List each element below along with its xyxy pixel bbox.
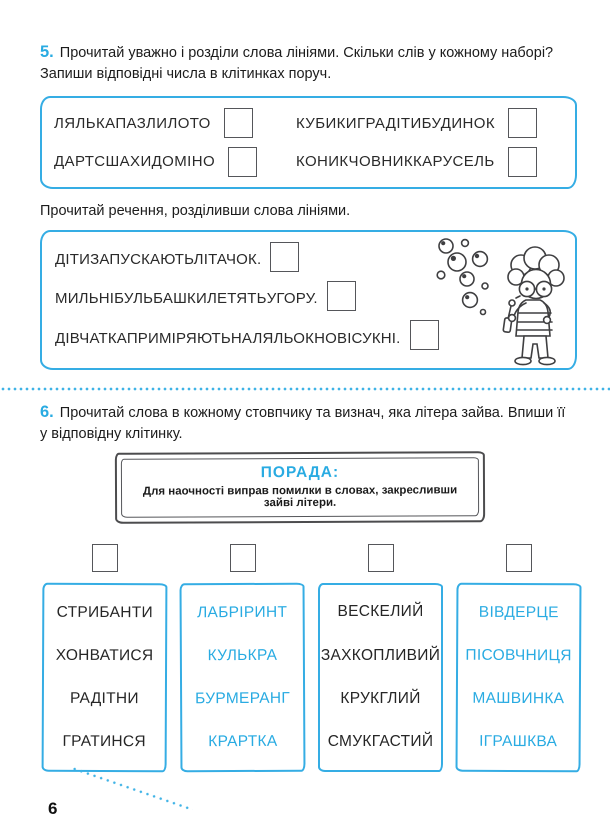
exercise5-subtask-instruction: Прочитай речення, розділивши слова лініями.: [40, 202, 351, 219]
word-set-text: КОНИКЧОВНИККАРУСЕЛЬ: [295, 153, 495, 171]
column-word: ХОНВАТИСЯ: [55, 646, 154, 664]
word-column-1: [42, 583, 168, 773]
column-word: ВІВДЕРЦЕ: [478, 603, 559, 621]
column-word: ЛАБРІРИНТ: [197, 603, 288, 621]
sentence-text: ДІТИЗАПУСКАЮТЬЛІТАЧОК.: [55, 251, 262, 269]
dotted-separator: [0, 387, 610, 391]
word-set-item: [54, 147, 296, 177]
tip-title: ПОРАДА:: [260, 463, 340, 481]
answer-cell: [318, 544, 443, 572]
word-columns: [42, 583, 575, 772]
answer-count-field[interactable]: [228, 147, 257, 177]
exercise6-instruction-text: Прочитай слова в кожному стовпчику та визнач, яка літера зайва. Впиши її у відповідну клітинку.: [40, 404, 566, 443]
column-word: КРАРТКА: [208, 733, 278, 751]
page-number: 6: [48, 798, 58, 818]
column-word: МАШВИНКА: [472, 689, 565, 708]
sentence-item: [55, 323, 575, 353]
extra-letter-answer-row: [42, 544, 575, 572]
exercise6-number: 6.: [40, 402, 54, 421]
answer-count-field[interactable]: [327, 281, 356, 311]
extra-letter-field[interactable]: [230, 544, 256, 572]
extra-letter-field[interactable]: [368, 544, 394, 572]
exercise6-instruction: [40, 400, 575, 446]
tip-box-inner: [121, 457, 479, 518]
word-set-text: ЛЯЛЬКАПАЗЛИЛОТО: [54, 114, 211, 132]
extra-letter-field[interactable]: [92, 544, 118, 572]
exercise5-instruction: [40, 40, 575, 86]
column-word: ЗАХКОПЛИВИЙ: [320, 646, 441, 664]
word-sets-box: [40, 96, 577, 189]
column-word: СТРИБАНТИ: [56, 603, 153, 621]
answer-count-field[interactable]: [508, 147, 537, 177]
answer-count-field[interactable]: [224, 108, 253, 138]
column-word: КРУКГЛИЙ: [340, 689, 421, 707]
word-column-3: [318, 583, 443, 772]
column-word: РАДІТНИ: [69, 689, 139, 708]
column-word: СМУКГАСТИЙ: [327, 733, 434, 751]
column-word: ІГРАШКВА: [479, 732, 558, 751]
answer-cell: [180, 544, 305, 572]
sentence-item: [55, 284, 575, 314]
word-set-text: КУБИКИГРАДІТИБУДИНОК: [295, 114, 495, 132]
sentence-text: ДІВЧАТКАПРИМІРЯЮТЬНАЛЯЛЬОКНОВІСУКНІ.: [55, 329, 401, 347]
answer-cell: [456, 544, 581, 572]
word-column-2: [180, 582, 306, 772]
column-word: ПІСОВЧНИЦЯ: [465, 646, 572, 664]
tip-text: Для наочності виправ помилки в словах, закресливши зайві літери.: [142, 484, 458, 509]
answer-count-field[interactable]: [410, 320, 439, 350]
answer-count-field[interactable]: [508, 108, 537, 138]
column-word: БУРМЕРАНГ: [195, 689, 291, 708]
extra-letter-field[interactable]: [506, 544, 532, 572]
answer-cell: [42, 544, 167, 572]
word-set-item: [296, 147, 567, 177]
word-column-4: [456, 582, 582, 772]
word-set-item: [296, 108, 567, 138]
column-word: КУЛЬКРА: [207, 646, 278, 664]
answer-count-field[interactable]: [270, 242, 299, 272]
tip-box: [115, 451, 485, 524]
sentences-box: [40, 230, 577, 370]
word-set-text: ДАРТСШАХИДОМІНО: [54, 153, 216, 171]
exercise5-number: 5.: [40, 43, 54, 61]
column-word: ВЕСКЕЛИЙ: [337, 603, 424, 621]
exercise5-instruction-text: Прочитай уважно і розділи слова лініями. Скільки слів у кожному наборі? Запиши відповідні числа в клітинках поруч.: [40, 45, 554, 83]
column-word: ГРАТИНСЯ: [62, 733, 146, 751]
sentence-item: [55, 245, 575, 275]
sentence-text: МИЛЬНІБУЛЬБАШКИЛЕТЯТЬУГОРУ.: [55, 290, 318, 308]
word-set-item: [54, 108, 296, 138]
